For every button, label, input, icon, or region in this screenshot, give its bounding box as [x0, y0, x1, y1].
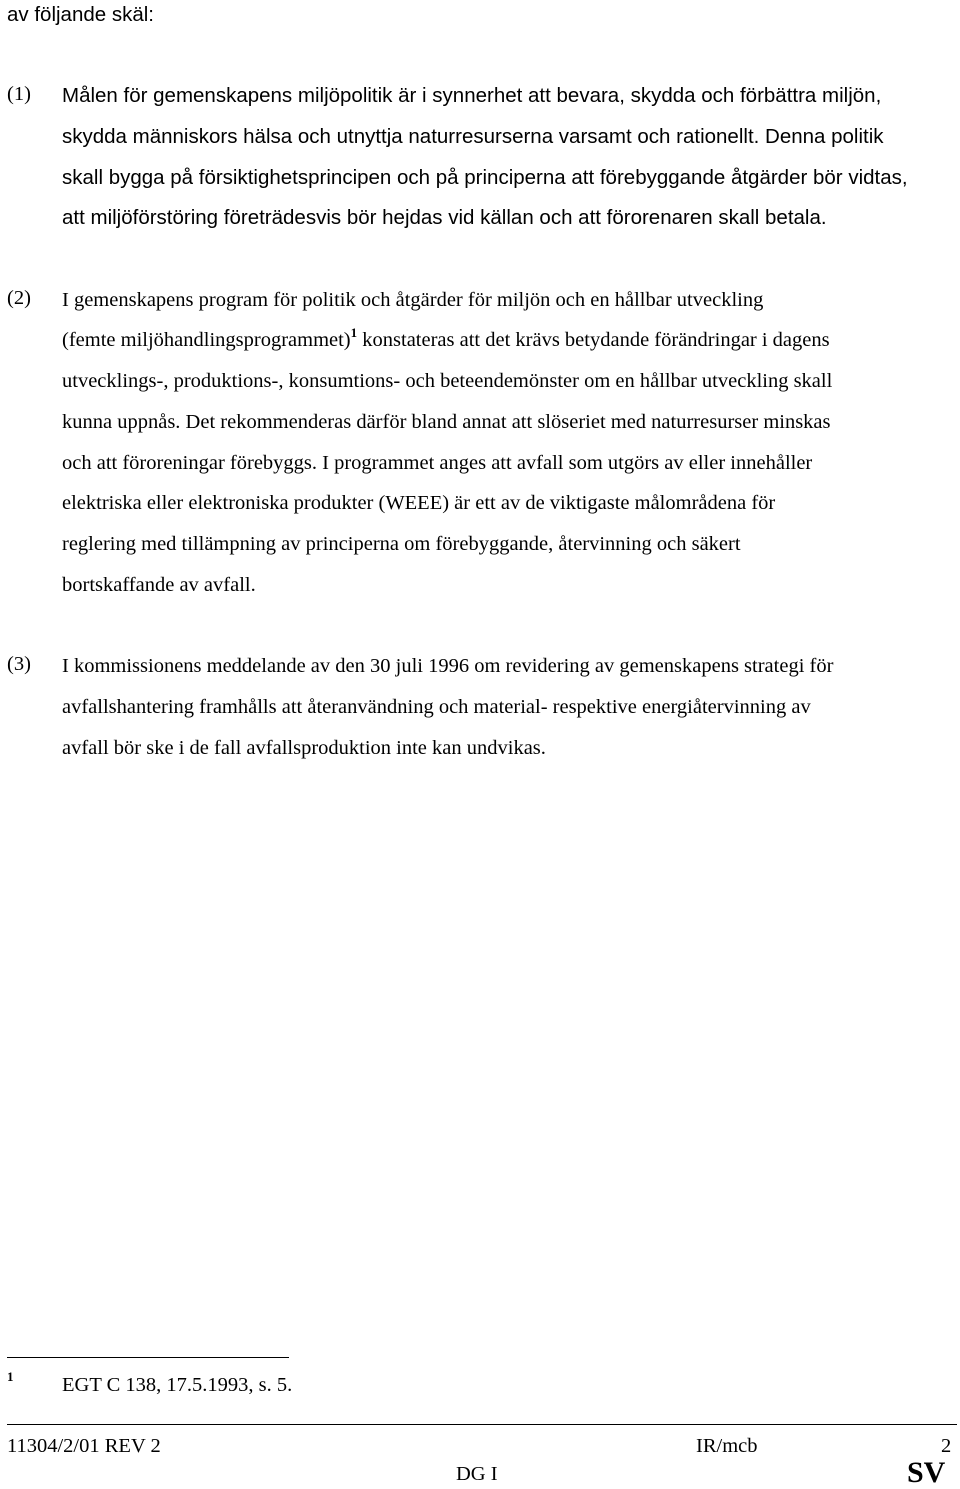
paragraph-3-line-1: I kommissionens meddelande av den 30 juli 1996 om revidering av gemenskapens strategi för: [62, 655, 834, 677]
paragraph-1-line-3: skall bygga på försiktighetsprincipen och på principerna att förebyggande åtgärder bör vidtas,: [62, 166, 908, 189]
intro-text: av följande skäl:: [7, 3, 155, 26]
footer-doc-ref: 11304/2/01 REV 2: [7, 1435, 161, 1457]
paragraph-number-3: (3): [7, 653, 31, 675]
footer-page-number: 2: [941, 1435, 952, 1457]
footnote-separator: [7, 1357, 289, 1358]
paragraph-number-1: (1): [7, 83, 31, 105]
paragraph-1-line-2: skydda människors hälsa och utnyttja naturresurserna varsamt och rationellt. Denna politik: [62, 125, 884, 148]
paragraph-2-line-6: elektriska eller elektroniska produkter (WEEE) är ett av de viktigaste målområdena för: [62, 492, 776, 514]
footnote-marker: 1: [7, 1369, 14, 1384]
paragraph-2-line-8: bortskaffande av avfall.: [62, 574, 256, 596]
paragraph-2-line-4: kunna uppnås. Det rekommenderas därför bland annat att slöseriet med naturresurser minskas: [62, 411, 831, 433]
paragraph-1-line-4: att miljöförstöring företrädesvis bör hejdas vid källan och att förorenaren skall betala.: [62, 206, 827, 229]
footnote-reference: 1: [350, 325, 358, 340]
footnote-text: EGT C 138, 17.5.1993, s. 5.: [62, 1374, 293, 1396]
paragraph-1-line-1: Målen för gemenskapens miljöpolitik är i synnerhet att bevara, skydda och förbättra miljön,: [62, 84, 882, 107]
paragraph-2-line-1: I gemenskapens program för politik och åtgärder för miljön och en hållbar utveckling: [62, 289, 764, 311]
paragraph-number-2: (2): [7, 287, 31, 309]
footer-initials: IR/mcb: [696, 1435, 758, 1457]
paragraph-2-line-2: [62, 327, 830, 353]
paragraph-2-line-2-pre: (femte miljöhandlingsprogrammet): [62, 329, 351, 351]
paragraph-3-line-3: avfall bör ske i de fall avfallsproduktion inte kan undvikas.: [62, 737, 546, 759]
footer-language: SV: [907, 1456, 946, 1489]
paragraph-3-line-2: avfallshantering framhålls att återanvändning och material- respektive energiåtervinning av: [62, 696, 811, 718]
paragraph-2-line-3: utvecklings-, produktions-, konsumtions- och beteendemönster om en hållbar utveckling skall: [62, 370, 833, 392]
paragraph-2-line-2-post: konstateras att det krävs betydande förändringar i dagens: [357, 329, 830, 351]
footer-dg: DG I: [456, 1463, 498, 1485]
footer-rule: [7, 1424, 957, 1425]
paragraph-2-line-5: och att föroreningar förebyggs. I programmet anges att avfall som utgörs av eller innehåller: [62, 452, 813, 474]
paragraph-2-line-7: reglering med tillämpning av principerna om förebyggande, återvinning och säkert: [62, 533, 741, 555]
